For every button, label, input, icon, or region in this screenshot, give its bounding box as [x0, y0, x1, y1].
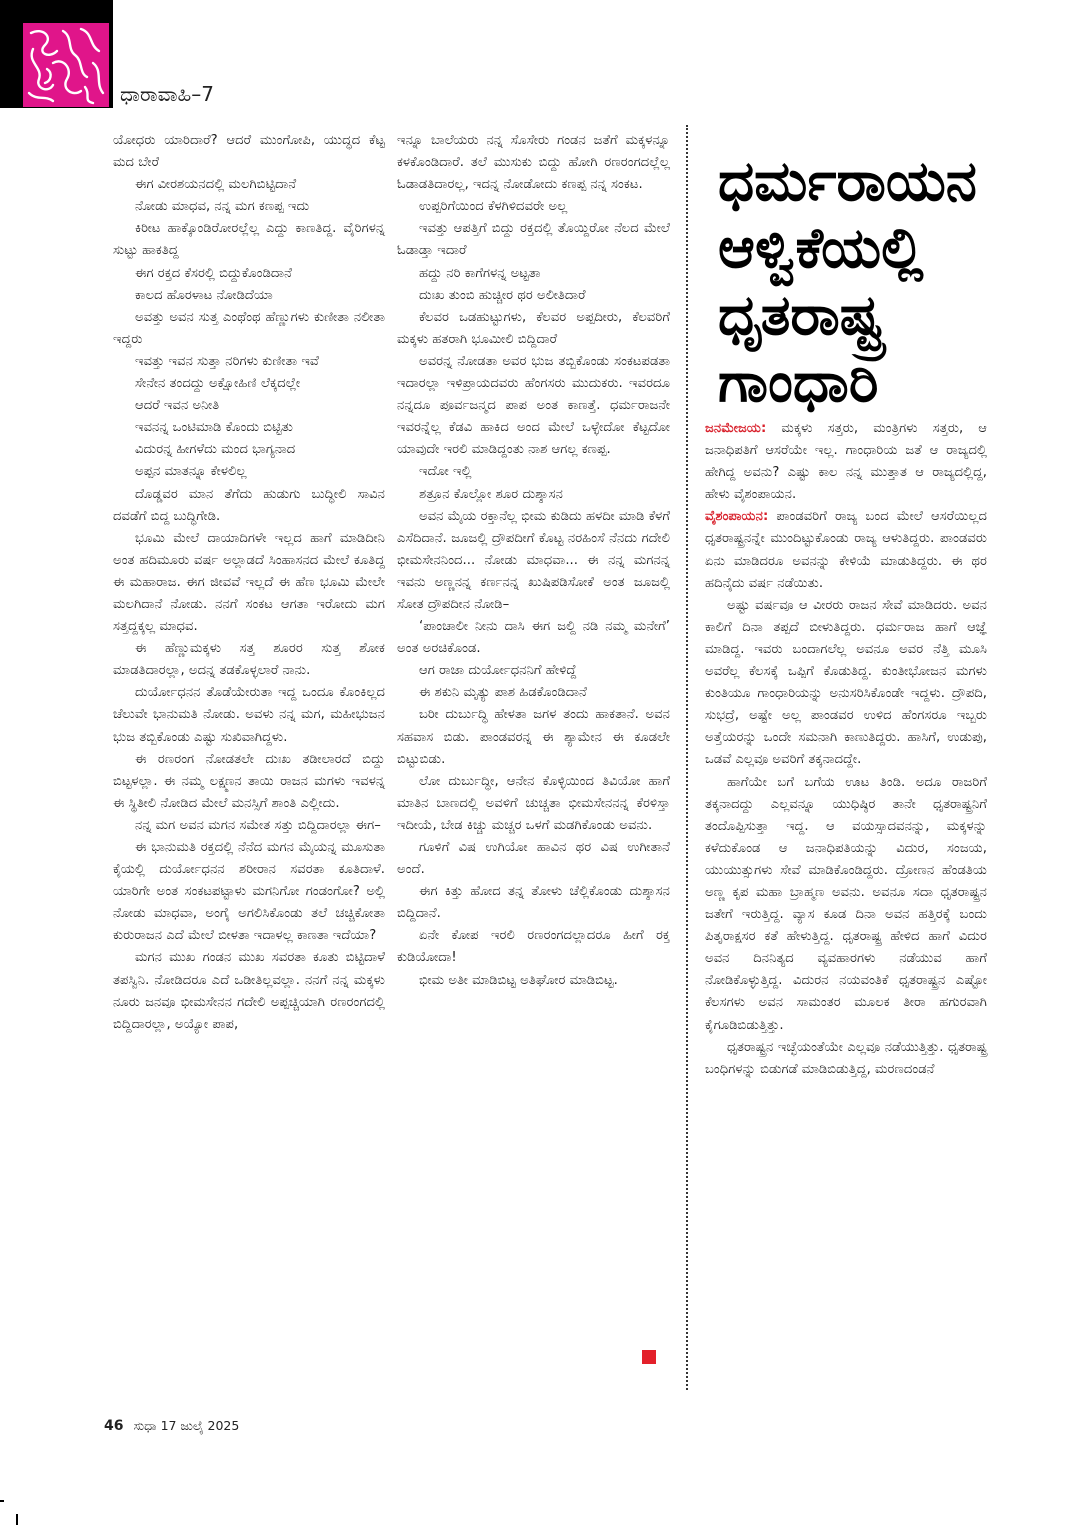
paragraph-text: ಬರೀ ದುರ್ಬುದ್ಧಿ ಹೇಳತಾ ಜಗಳ ತಂದು ಹಾಕತಾನೆ. ಅವನ ಸಹವಾಸ ಬಿಡು. ಪಾಂಡವರನ್ನ ಈ ಶ್ಯಾಮೇನ ಈ ಕೂಡಲೇ ಬಿಟ್ಟುಬಿಡು. [397, 707, 670, 767]
paragraph-text: ಇವತ್ತು ಆಪತ್ತಿಗೆ ಬಿದ್ದು ರಕ್ತದಲ್ಲಿ ತೊಯ್ದಿರೋ ನೆಲದ ಮೇಲೆ ಓಡಾಡ್ತಾ ಇದಾರೆ [397, 221, 670, 259]
paragraph-text: ಶತ್ರೂನ ಕೊಲ್ಲೋ ಶೂರ ದುಶ್ಶಾಸನ [419, 486, 563, 502]
paragraph [113, 395, 385, 417]
paragraph-text: ಅವನ ಮೈಯ ರಕ್ತಾನೆಲ್ಲ ಭೀಮ ಕುಡಿದು ಹಳದೀ ಮಾಡಿ ಕೆಳಗೆ ಎಸೆದಿದಾನೆ. ಜೂಜಲ್ಲಿ ದ್ರೌಪದೀಗೆ ಕೊಟ್ಟ ನರಹಿಂಸೆ ನೆನದು ಗದೇಲಿ ಭೀಮಸೇನನಿಂದ... ನೋಡು ಮಾಧವಾ... ಈ ನನ್ನ ಮಗನನ್ನ ಇವನು ಅಣ್ಣನನ್ನ ಕರ್ಣನನ್ನ ಖುಷಿಪಡಿಸೋಕೆ ಅಂತ ಜೂಜಲ್ಲಿ ಸೋತ ದ್ರೌಪದೀನ ನೋಡಿ– [397, 508, 670, 612]
paragraph [113, 682, 385, 748]
paragraph [397, 925, 670, 969]
paragraph [397, 130, 670, 196]
paragraph-text: ದುಃಖ ತುಂಬಿ ಹುಚ್ಚೀರ ಥರ ಅಲೀತಿದಾರೆ [419, 287, 586, 303]
paragraph-text: ಕಿರೀಟ ಹಾಕ್ಕೊಂಡಿರೋರಲ್ಲೆಲ್ಲ ಎದ್ದು ಕಾಣತಿದ್ದ. ವೈರಿಗಳನ್ನ ಸುಟ್ಟು ಹಾಕತಿದ್ದ [113, 221, 385, 259]
paragraph-text: ಯೋಧರು ಯಾರಿದಾರೆ? ಆದರೆ ಮುಂಗೋಪಿ, ಯುದ್ಧದ ಕೆಟ್ಟ ಮದ ಬೇರೆ [113, 133, 385, 171]
paragraph [397, 970, 670, 992]
paragraph-text: ಧೃತರಾಷ್ಟ್ರನ ಇಚ್ಛೆಯಂತೆಯೇ ಎಲ್ಲವೂ ನಡೆಯುತ್ತಿತ್ತು. ಧೃತರಾಷ್ಟ್ರ ಬಂಧಿಗಳನ್ನು ಬಿಡುಗಡೆ ಮಾಡಿಬಿಡುತ್ತಿದ್ದ, ಮರಣದಂಡನೆ [705, 1039, 987, 1077]
paragraph-text: ಆಗ ರಾಜಾ ದುರ್ಯೋಧನನಿಗೆ ಹೇಳಿದ್ದೆ [419, 663, 577, 679]
paragraph-text: ಈಗ ವೀರಶಯನದಲ್ಲಿ ಮಲಗಿಬಿಟ್ಟಿದಾನೆ [135, 177, 297, 193]
paragraph-text: ಕಾಲದ ಹೊರಳಾಟ ನೋಡಿದೆಯಾ [135, 287, 273, 303]
paragraph [113, 528, 385, 638]
title-line: ಧೃತರಾಷ್ಟ್ರ [718, 283, 884, 348]
paragraph-text: ಹಾಗೆಯೇ ಬಗೆ ಬಗೆಯ ಊಟ ತಿಂಡಿ. ಅದೂ ರಾಜರಿಗೆ ತಕ್ಕನಾದದ್ದು ಎಲ್ಲವನ್ನೂ ಯುಧಿಷ್ಠಿರ ತಾನೇ ಧೃತರಾಷ್ಟ್ರನಿಗೆ ತಂದೊಪ್ಪಿಸುತ್ತಾ ಇದ್ದ. ಆ ವಯಸ್ಸಾದವನನ್ನು, ಮಕ್ಕಳನ್ನು ಕಳೆದುಕೊಂಡ ಆ ಜನಾಧಿಪತಿಯನ್ನು ವಿದುರ, ಸಂಜಯ, ಯುಯುತ್ಸುಗಳು ಸೇವೆ ಮಾಡಿಕೊಂಡಿದ್ದರು. ದ್ರೋಣನ ಹೆಂಡತಿಯ ಅಣ್ಣ ಕೃಪ ಮಹಾ ಬ್ರಾಹ್ಮಣ ಅವನು. ಅವನೂ ಸದಾ ಧೃತರಾಷ್ಟ್ರನ ಜತೇಗೆ ಇರುತ್ತಿದ್ದ. ವ್ಯಾಸ ಕೂಡ ದಿನಾ ಅವನ ಹತ್ತಿರಕ್ಕೆ ಬಂದು ಪಿತೃರಾಕ್ಷಸರ ಕತೆ ಹೇಳುತ್ತಿದ್ದ. ಧೃತರಾಷ್ಟ್ರ ಹೇಳಿದ ಹಾಗೆ ವಿದುರ ಅವನ ದಿನನಿತ್ಯದ ವ್ಯವಹಾರಗಳು ನಡೆಯುವ ಹಾಗೆ ನೋಡಿಕೊಳ್ಳುತ್ತಿದ್ದ. ವಿದುರನ ನಯವಂತಿಕೆ ಧೃತರಾಷ್ಟ್ರನ ಎಷ್ಟೋ ಕೆಲಸಗಳು ಅವನ ಸಾಮಂತರ ಮೂಲಕ ತೀರಾ ಹಗುರವಾಗಿ ಕೈಗೂಡಿಬಿಡುತ್ತಿತ್ತು. [705, 774, 987, 1033]
paragraph-text: ಏನೇ ಕೋಪ ಇರಲಿ ರಣರಂಗದಲ್ಲಾದರೂ ಹೀಗೆ ರಕ್ತ ಕುಡಿಯೋದಾ! [397, 928, 670, 966]
paragraph-text: ಭೀಮ ಅತೀ ಮಾಡಿಬಿಟ್ಟ ಅತಿಘೋರ ಮಾಡಿಬಿಟ್ಟ. [419, 972, 618, 988]
article-column-3 [705, 418, 987, 1081]
end-of-story-square-icon [642, 1350, 656, 1364]
paragraph [397, 837, 670, 881]
paragraph [705, 772, 987, 1037]
paragraph [705, 418, 987, 506]
paragraph [397, 682, 670, 704]
paragraph-text: ಈ ಶಕುನಿ ಮೃತ್ಯು ಪಾಶ ಹಿಡಕೊಂಡಿದಾನೆ [419, 685, 587, 701]
article-column-2 [397, 130, 670, 992]
paragraph-text: ಸೇನೇನ ತಂದದ್ದು ಅಕ್ಷೋಹಿಣಿ ಲೆಕ್ಕದಲ್ಲೇ [135, 376, 301, 392]
paragraph [397, 218, 670, 262]
paragraph [113, 417, 385, 439]
paragraph [113, 749, 385, 815]
paragraph-text: ಆದರೆ ಇವನ ಅನೀತಿ [135, 398, 220, 414]
paragraph [397, 771, 670, 837]
paragraph [113, 174, 385, 196]
paragraph [113, 373, 385, 395]
paragraph [113, 307, 385, 351]
paragraph-text: ಅಪ್ಪನ ಮಾತನ್ನೂ ಕೇಳಲಿಲ್ಲ [135, 464, 247, 480]
paragraph-text: ಈಗ ಕಿತ್ತು ಹೋದ ತನ್ನ ತೋಳು ಚೆಲ್ಲಿಕೊಂಡು ದುಶ್ಶಾಸನ ಬಿದ್ದಿದಾನೆ. [397, 884, 670, 922]
paragraph-text: ಉಪ್ಪರಿಗೆಯಿಂದ ಕೆಳಗಿಳಿದವರೇ ಅಲ್ಲ [419, 199, 568, 215]
crop-mark [0, 1500, 4, 1502]
paragraph [705, 1037, 987, 1081]
paragraph-text: ಕೆಲವರ ಒಡಹುಟ್ಟುಗಳು, ಕೆಲವರ ಅಪ್ಪದೀರು, ಕೆಲವರಿಗೆ ಮಕ್ಕಳು ಹತರಾಗಿ ಭೂಮೀಲಿ ಬಿದ್ದಿದಾರೆ [397, 309, 670, 347]
paragraph [397, 263, 670, 285]
paragraph [397, 660, 670, 682]
paragraph-text: ಮಕ್ಕಳು ಸತ್ತರು, ಮಂತ್ರಿಗಳು ಸತ್ತರು, ಆ ಜನಾಧಿಪತಿಗೆ ಆಸರೆಯೇ ಇಲ್ಲ. ಗಾಂಧಾರಿಯ ಜತೆ ಆ ರಾಜ್ಯದಲ್ಲಿ ಹೇಗಿದ್ದ ಅವನು? ಎಷ್ಟು ಕಾಲ ನನ್ನ ಮುತ್ತಾತ ಆ ರಾಜ್ಯದಲ್ಲಿದ್ದ, ಹೇಳು ವೈಶಂಪಾಯನ. [705, 421, 987, 503]
paragraph [397, 285, 670, 307]
paragraph [113, 351, 385, 373]
paragraph-text: ಇವನನ್ನ ಒಂಟಿಮಾಡಿ ಕೊಂದು ಬಿಟ್ಟಿತು [135, 420, 293, 436]
paragraph [113, 263, 385, 285]
paragraph-text: ದುರ್ಯೋಧನನ ತೊಡೆಯೇರುತಾ ಇದ್ದ ಒಂದೂ ಕೊಂಕಿಲ್ಲದ ಚೆಲುವೇ ಭಾನುಮತಿ ನೋಡು. ಅವಳು ನನ್ನ ಮಗ, ಮಹೀಭುಜನ ಭುಜ ತಬ್ಬಿಕೊಂಡು ಎಷ್ಟು ಸುಖಿವಾಗಿದ್ದಳು. [113, 685, 385, 745]
title-line: ಗಾಂಧಾರಿ [718, 350, 879, 415]
paragraph [397, 461, 670, 483]
crop-mark [16, 1514, 18, 1525]
paragraph [113, 130, 385, 174]
paragraph-text: ದೊಡ್ಡವರ ಮಾನ ತೆಗೆದು ಹುಡುಗು ಬುದ್ಧೀಲಿ ಸಾವಿನ ದವಡೆಗೆ ಬಿದ್ದ ಬುದ್ಧಿಗೇಡಿ. [113, 486, 385, 524]
title-line: ಧರ್ಮರಾಯನ [718, 149, 977, 214]
paragraph [113, 638, 385, 682]
paragraph [705, 595, 987, 772]
paragraph [705, 506, 987, 594]
paragraph [397, 704, 670, 770]
series-label: ಧಾರಾವಾಹಿ–7 [120, 82, 214, 106]
paragraph [113, 196, 385, 218]
page-number: 46 [104, 1418, 124, 1434]
paragraph-text: ನನ್ನ ಮಗ ಅವನ ಮಗನ ಸಮೇತ ಸತ್ತು ಬಿದ್ದಿದಾರಲ್ಲಾ ಈಗ– [135, 817, 381, 833]
speaker-label: ಜನಮೇಜಯ: [705, 421, 767, 436]
paragraph [113, 461, 385, 483]
paragraph [397, 881, 670, 925]
paragraph [397, 307, 670, 351]
paragraph [113, 218, 385, 262]
paragraph [113, 837, 385, 947]
paragraph-text: ಈ ಭಾನುಮತಿ ರಕ್ತದಲ್ಲಿ ನೆನೆದ ಮಗನ ಮೈಯನ್ನ ಮೂಸುತಾ ಕೈಯಲ್ಲಿ ದುರ್ಯೋಧನನ ಶರೀರಾನ ಸವರತಾ ಕೂತಿದಾಳೆ. ಯಾರಿಗೇ ಅಂತ ಸಂಕಟಪಟ್ಟಾಳು ಮಗನಿಗೋ ಗಂಡಂಗೋ? ಅಲ್ಲಿ ನೋಡು ಮಾಧವಾ, ಅಂಗೈ ಅಗಲಿಸಿಕೊಂಡು ತಲೆ ಚಚ್ಚಿಕೋತಾ ಕುರುರಾಜನ ಎದೆ ಮೇಲೆ ಬೀಳತಾ ಇದಾಳಲ್ಲ ಕಾಣತಾ ಇದೆಯಾ? [113, 840, 385, 944]
paragraph [397, 351, 670, 461]
paragraph [397, 506, 670, 616]
paragraph [397, 616, 670, 660]
speaker-label: ವೈಶಂಪಾಯನ: [705, 509, 769, 525]
paragraph-text: ಅವರನ್ನ ನೋಡತಾ ಅವರ ಭುಜ ತಬ್ಬಿಕೊಂಡು ಸಂಕಟಪಡತಾ ಇದಾರಲ್ಲಾ ಇಳಿಪ್ರಾಯದವರು ಹೆಂಗಸರು ಮುದುಕರು. ಇವರದೂ ನನ್ನದೂ ಪೂರ್ವಜನ್ಮದ ಪಾಪ ಅಂತ ಕಾಣತ್ತೆ. ಧರ್ಮರಾಜನೇ ಇವರನ್ನೆಲ್ಲ ಕೆಡವಿ ಹಾಕಿದ ಅಂದ ಮೇಲೆ ಒಳ್ಳೇದೋ ಕೆಟ್ಟದೋ ಯಾವುದೇ ಇರಲಿ ಮಾಡಿದ್ದಂತು ನಾಶ ಆಗಲ್ಲ ಕಣಪ್ಪ. [397, 353, 670, 458]
paragraph-text: ಈಗ ರಕ್ತದ ಕೆಸರಲ್ಲಿ ಬಿದ್ದುಕೊಂಡಿದಾನೆ [135, 265, 292, 281]
page-footer [104, 1418, 239, 1434]
paragraph [113, 439, 385, 461]
paragraph [113, 815, 385, 837]
title-line: ಆಳ್ವಿಕೆಯಲ್ಲಿ [718, 216, 924, 281]
article-column-1 [113, 130, 385, 1036]
paragraph-text: ಲೋ ದುರ್ಬುದ್ಧೀ, ಆನೇನ ಕೊಳ್ಳಿಯಿಂದ ತಿವಿಯೋ ಹಾಗೆ ಮಾತಿನ ಬಾಣದಲ್ಲಿ ಅವಳಿಗೆ ಚುಚ್ಚತಾ ಭೀಮಸೇನನನ್ನ ಕೆರಳಿಸ್ತಾ ಇದೀಯೆ, ಬೇಡ ಕಿಚ್ಚು ಮಚ್ಚರ ಒಳಗೆ ಮಡಗಿಕೊಂಡು ಅವನು. [397, 773, 670, 833]
paragraph-text: ಗೂಳಿಗೆ ವಿಷ ಉಗಿಯೋ ಹಾವಿನ ಥರ ವಿಷ ಉಗೀತಾನೆ ಅಂದೆ. [397, 840, 670, 878]
paragraph-text: ಇವತ್ತು ಇವನ ಸುತ್ತಾ ನರಿಗಳು ಕುಣೀತಾ ಇವೆ [135, 353, 319, 369]
paragraph [397, 484, 670, 506]
series-logo-icon [23, 23, 109, 107]
paragraph-text: ವಿದುರನ್ನ ಹೀಗಳೆದು ಮಂದ ಭಾಗ್ಯನಾದ [135, 442, 296, 458]
paragraph-text: ಹದ್ದು ನರಿ ಕಾಗೆಗಳನ್ನ ಅಟ್ಟತಾ [419, 265, 541, 281]
paragraph-text: ಭೂಮಿ ಮೇಲೆ ದಾಯಾದಿಗಳೇ ಇಲ್ಲದ ಹಾಗೆ ಮಾಡಿದೀನಿ ಅಂತ ಹದಿಮೂರು ವರ್ಷ ಅಲ್ಲಾಡದೆ ಸಿಂಹಾಸನದ ಮೇಲೆ ಕೂತಿದ್ದ ಈ ಮಹಾರಾಜ. ಈಗ ಜೀವವೆ ಇಲ್ಲದೆ ಈ ಹೆಣ ಭೂಮಿ ಮೇಲೇ ಮಲಗಿದಾನೆ ನೋಡು. ನನಗೆ ಸಂಕಟ ಆಗತಾ ಇರೋದು ಮಗ ಸತ್ತದ್ದಕ್ಕಲ್ಲ ಮಾಧವ. [113, 530, 385, 635]
magazine-name: ಸುಧಾ [133, 1418, 157, 1433]
paragraph [397, 196, 670, 218]
paragraph-text: ಇನ್ನೂ ಬಾಲೆಯರು ನನ್ನ ಸೊಸೇರು ಗಂಡನ ಜತೆಗೆ ಮಕ್ಕಳನ್ನೂ ಕಳಕೊಂಡಿದಾರೆ. ತಲೆ ಮುಸುಕು ಬಿದ್ದು ಹೋಗಿ ರಣರಂಗದಲ್ಲೆಲ್ಲ ಓಡಾಡತಿದಾರಲ್ಲ, ಇದನ್ನ ನೋಡೋದು ಕಣಪ್ಪ ನನ್ನ ಸಂಕಟ. [397, 133, 670, 193]
paragraph-text: ನೋಡು ಮಾಧವ, ನನ್ನ ಮಗ ಕಣಪ್ಪ ಇದು [135, 199, 310, 215]
paragraph-text: ಪಾಂಡವರಿಗೆ ರಾಜ್ಯ ಬಂದ ಮೇಲೆ ಆಸರೆಯಿಲ್ಲದ ಧೃತರಾಷ್ಟ್ರನನ್ನೇ ಮುಂದಿಟ್ಟುಕೊಂಡು ರಾಜ್ಯ ಆಳುತಿದ್ದರು. ಪಾಂಡವರು ಏನು ಮಾಡಿದರೂ ಅವನನ್ನು ಕೇಳಿಯೆ ಮಾಡುತಿದ್ದರು. ಈ ಥರ ಹದಿನೈದು ವರ್ಷ ನಡೆಯಿತು. [705, 509, 987, 591]
article-title [718, 148, 977, 416]
paragraph [113, 285, 385, 307]
paragraph-text: ಇದೋ ಇಲ್ಲಿ [419, 464, 472, 480]
paragraph [113, 947, 385, 1035]
issue-date: 17 ಜುಲೈ 2025 [160, 1418, 240, 1433]
paragraph-text: ಈ ಹೆಣ್ಣುಮಕ್ಕಳು ಸತ್ತ ಶೂರರ ಸುತ್ತ ಶೋಕ ಮಾಡತಿದಾರಲ್ಲಾ, ಅದನ್ನ ತಡಕೊಳ್ಳಲಾರೆ ನಾನು. [113, 641, 385, 679]
paragraph-text: ಅಷ್ಟು ವರ್ಷವೂ ಆ ವೀರರು ರಾಜನ ಸೇವೆ ಮಾಡಿದರು. ಅವನ ಕಾಲಿಗೆ ದಿನಾ ತಪ್ಪದೆ ಬೀಳುತಿದ್ದರು. ಧರ್ಮರಾಜ ಹಾಗೆ ಆಜ್ಞೆ ಮಾಡಿದ್ದ. ಇವರು ಬಂದಾಗಲೆಲ್ಲ ಅವನೂ ಅವರ ನೆತ್ತಿ ಮೂಸಿ ಅವರೆಲ್ಲ ಕೆಲಸಕ್ಕೆ ಒಪ್ಪಿಗೆ ಕೊಡುತಿದ್ದ. ಕುಂತೀಭೋಜನ ಮಗಳು ಕುಂತಿಯೂ ಗಾಂಧಾರಿಯನ್ನು ಅನುಸರಿಸಿಕೊಂಡೇ ಇದ್ದಳು. ದ್ರೌಪದಿ, ಸುಭದ್ರೆ, ಅಷ್ಟೇ ಅಲ್ಲ ಪಾಂಡವರ ಉಳಿದ ಹೆಂಗಸರೂ ಇಬ್ಬರು ಅತ್ತೆಯರನ್ನು ಒಂದೇ ಸಮನಾಗಿ ಕಾಣುತಿದ್ದರು. ಹಾಸಿಗೆ, ಉಡುಪು, ಒಡವೆ ಎಲ್ಲವೂ ಅವರಿಗೆ ತಕ್ಕನಾದದ್ದೇ. [705, 597, 987, 768]
paragraph-text: ಮಗನ ಮುಖ ಗಂಡನ ಮುಖ ಸವರತಾ ಕೂತು ಬಿಟ್ಟಿದಾಳೆ ತಪಸ್ವಿನಿ. ನೋಡಿದರೂ ಎದೆ ಒಡೀತಿಲ್ಲವಲ್ಲಾ. ನನಗೆ ನನ್ನ ಮಕ್ಕಳು ನೂರು ಜನವೂ ಭೀಮಸೇನನ ಗದೇಲಿ ಅಪ್ಪಚ್ಚಿಯಾಗಿ ರಣರಂಗದಲ್ಲಿ ಬಿದ್ದಿದಾರಲ್ಲಾ, ಅಯ್ಯೋ ಪಾಪ, [113, 950, 385, 1032]
paragraph [113, 484, 385, 528]
paragraph-text: ಈ ರಣರಂಗ ನೋಡತಲೇ ದುಃಖ ತಡೀಲಾರದೆ ಬಿದ್ದು ಬಿಟ್ಟಳಲ್ಲಾ. ಈ ನಮ್ಮ ಲಕ್ಷ್ಮಣನ ತಾಯಿ ರಾಜನ ಮಗಳು ಇವಳನ್ನ ಈ ಸ್ಥಿತೀಲಿ ನೋಡಿದ ಮೇಲೆ ಮನಸ್ಸಿಗೆ ಶಾಂತಿ ಎಲ್ಲೀದು. [113, 751, 385, 811]
column-divider [686, 125, 688, 1390]
paragraph-text: ಅವತ್ತು ಅವನ ಸುತ್ತ ಎಂಥೆಂಥ ಹೆಣ್ಣುಗಳು ಕುಣೀತಾ ನಲೀತಾ ಇದ್ದರು [113, 309, 385, 347]
paragraph-text: ‘ಪಾಂಚಾಲೀ ನೀನು ದಾಸಿ ಈಗ ಜಲ್ದಿ ನಡಿ ನಮ್ಮ ಮನೇಗೆ’ ಅಂತ ಅರಚಿಕೊಂಡ. [397, 619, 670, 657]
